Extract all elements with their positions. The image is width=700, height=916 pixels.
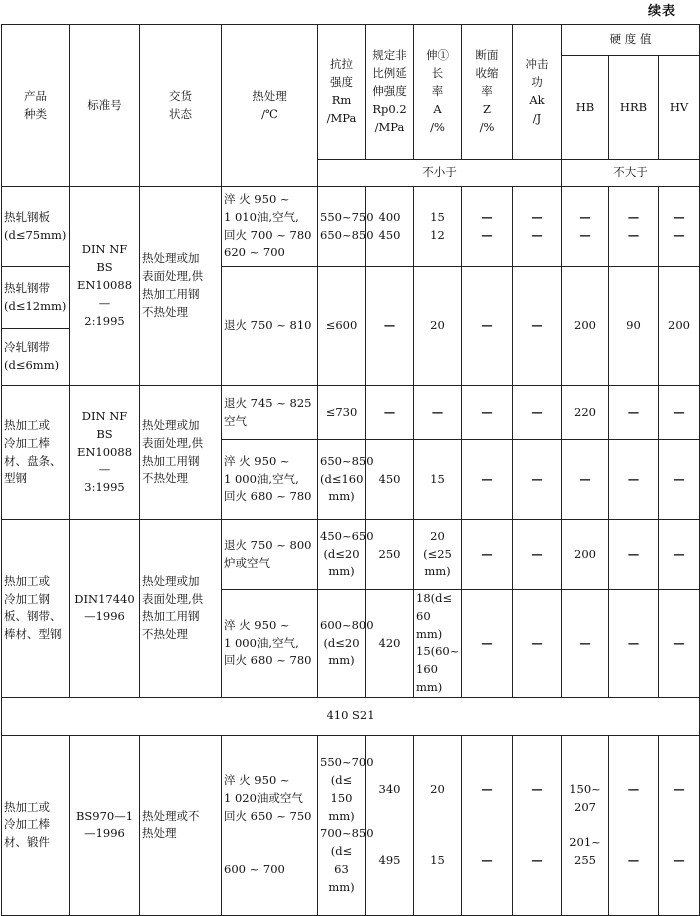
header-max-label: 不大于 — [562, 160, 700, 187]
impact-cell: — — — [513, 187, 562, 267]
tensile-cell: 550~750 650~850 — [318, 187, 366, 267]
yield-cell: 450 — [366, 440, 414, 520]
impact-cell: — — [513, 520, 562, 590]
standard-cell: DIN17440 —1996 — [70, 520, 140, 698]
reduction-cell: — — [462, 590, 513, 698]
hrb-cell: — — [609, 386, 659, 440]
elongation-cell: 20 15 — [414, 735, 462, 915]
yield-cell: — — [366, 386, 414, 440]
header-heat-treatment: 热处理 /℃ — [222, 25, 318, 187]
hb-cell: — — [562, 590, 609, 698]
elongation-cell: 15 12 — [414, 187, 462, 267]
product-cell: 热轧钢带 (d≤12mm) — [2, 267, 70, 329]
hv-cell: — — [659, 440, 700, 520]
tensile-cell: 450~650 (d≤20 mm) — [318, 520, 366, 590]
impact-cell: — — [513, 386, 562, 440]
standard-cell: BS970—1 —1996 — [70, 735, 140, 915]
impact-cell: — — [513, 440, 562, 520]
hrb-cell: 90 — [609, 267, 659, 386]
reduction-cell: — — [462, 267, 513, 386]
hv-cell: — — [659, 590, 700, 698]
heat-cell: 退火 750 ~ 810 — [222, 267, 318, 386]
elongation-cell: 20 (≤25 mm) — [414, 520, 462, 590]
hv-cell: — — — [659, 187, 700, 267]
hrb-cell: — — [609, 440, 659, 520]
delivery-cell: 热处理或不 热处理 — [140, 735, 222, 915]
tensile-cell: 650~850 (d≤160 mm) — [318, 440, 366, 520]
yield-cell: 340 495 — [366, 735, 414, 915]
hrb-cell: — — [609, 520, 659, 590]
header-standard: 标准号 — [70, 25, 140, 187]
delivery-cell: 热处理或加 表面处理,供 热加工用钢 不热处理 — [140, 386, 222, 520]
delivery-cell: 热处理或加 表面处理,供 热加工用钢 不热处理 — [140, 187, 222, 386]
reduction-cell: — — [462, 440, 513, 520]
hb-cell: — — — [562, 187, 609, 267]
header-impact: 冲击 功 Ak /J — [513, 25, 562, 160]
elongation-cell: — — [414, 386, 462, 440]
hb-cell: — — [562, 440, 609, 520]
hrb-cell: — — — [609, 187, 659, 267]
properties-table — [1, 24, 700, 916]
table-row — [2, 386, 700, 440]
tensile-cell: ≤730 — [318, 386, 366, 440]
yield-cell: 400 450 — [366, 187, 414, 267]
hrb-cell: — — [609, 590, 659, 698]
elongation-cell: 15 — [414, 440, 462, 520]
heat-cell: 淬 火 950 ~ 1 000油,空气, 回火 680 ~ 780 — [222, 440, 318, 520]
yield-cell: 250 — [366, 520, 414, 590]
header-hv: HV — [659, 56, 700, 160]
product-cell: 热加工或 冷加工钢 板、钢带、 棒材、型钢 — [2, 520, 70, 698]
table-row — [2, 520, 700, 590]
hv-cell: — — — [659, 735, 700, 915]
reduction-cell: — — [462, 386, 513, 440]
delivery-cell: 热处理或加 表面处理,供 热加工用钢 不热处理 — [140, 520, 222, 698]
header-hrb: HRB — [609, 56, 659, 160]
impact-cell: — — — [513, 735, 562, 915]
header-delivery: 交货 状态 — [140, 25, 222, 187]
product-cell: 热轧钢板 (d≤75mm) — [2, 187, 70, 267]
hb-cell: 200 — [562, 267, 609, 386]
standard-cell: DIN NF BS EN10088— 2:1995 — [70, 187, 140, 386]
hb-cell: 220 — [562, 386, 609, 440]
yield-cell: 420 — [366, 590, 414, 698]
elongation-cell: 18(d≤ 60 mm) 15(60~ 160 mm) — [414, 590, 462, 698]
heat-cell: 淬 火 950 ~ 1 000油,空气, 回火 680 ~ 780 — [222, 590, 318, 698]
table-row — [2, 735, 700, 915]
reduction-cell: — — — [462, 735, 513, 915]
product-cell: 热加工或 冷加工棒 材、盘条、 型钢 — [2, 386, 70, 520]
tensile-cell: 600~800 (d≤20 mm) — [318, 590, 366, 698]
hv-cell: 200 — [659, 267, 700, 386]
header-elongation: 伸① 长 率 A /% — [414, 25, 462, 160]
heat-cell: 退火 745 ~ 825 空气 — [222, 386, 318, 440]
impact-cell: — — [513, 267, 562, 386]
header-hb: HB — [562, 56, 609, 160]
header-tensile: 抗拉 强度 Rm /MPa — [318, 25, 366, 160]
section-row — [2, 697, 700, 735]
hv-cell: — — [659, 520, 700, 590]
table-row — [2, 187, 700, 267]
yield-cell: — — [366, 267, 414, 386]
elongation-cell: 20 — [414, 267, 462, 386]
header-min-label: 不小于 — [318, 160, 562, 187]
hb-cell: 150~ 207 201~ 255 — [562, 735, 609, 915]
reduction-cell: — — [462, 520, 513, 590]
hv-cell: — — [659, 386, 700, 440]
header-product: 产品 种类 — [2, 25, 70, 187]
tensile-cell: 550~700 (d≤ 150 mm) 700~850 (d≤ 63 mm) — [318, 735, 366, 915]
standard-cell: DIN NF BS EN10088— 3:1995 — [70, 386, 140, 520]
impact-cell: — — [513, 590, 562, 698]
product-cell: 热加工或 冷加工棒 材、锻件 — [2, 735, 70, 915]
product-cell: 冷轧钢带 (d≤6mm) — [2, 329, 70, 386]
hrb-cell: — — — [609, 735, 659, 915]
tensile-cell: ≤600 — [318, 267, 366, 386]
heat-cell: 退火 750 ~ 800 炉或空气 — [222, 520, 318, 590]
heat-cell: 淬 火 950 ~ 1 020油或空气 回火 650 ~ 750 600 ~ 700 — [222, 735, 318, 915]
header-yield: 规定非 比例延 伸强度 Rp0.2 /MPa — [366, 25, 414, 160]
hb-cell: 200 — [562, 520, 609, 590]
header-hardness: 硬 度 值 — [562, 25, 700, 56]
heat-cell: 淬 火 950 ~ 1 010油,空气, 回火 700 ~ 780 620 ~ 700 — [222, 187, 318, 267]
section-title: 410 S21 — [2, 697, 700, 735]
header-reduction: 断面 收缩 率 Z /% — [462, 25, 513, 160]
continued-label: 续表 — [647, 4, 676, 19]
reduction-cell: — — — [462, 187, 513, 267]
